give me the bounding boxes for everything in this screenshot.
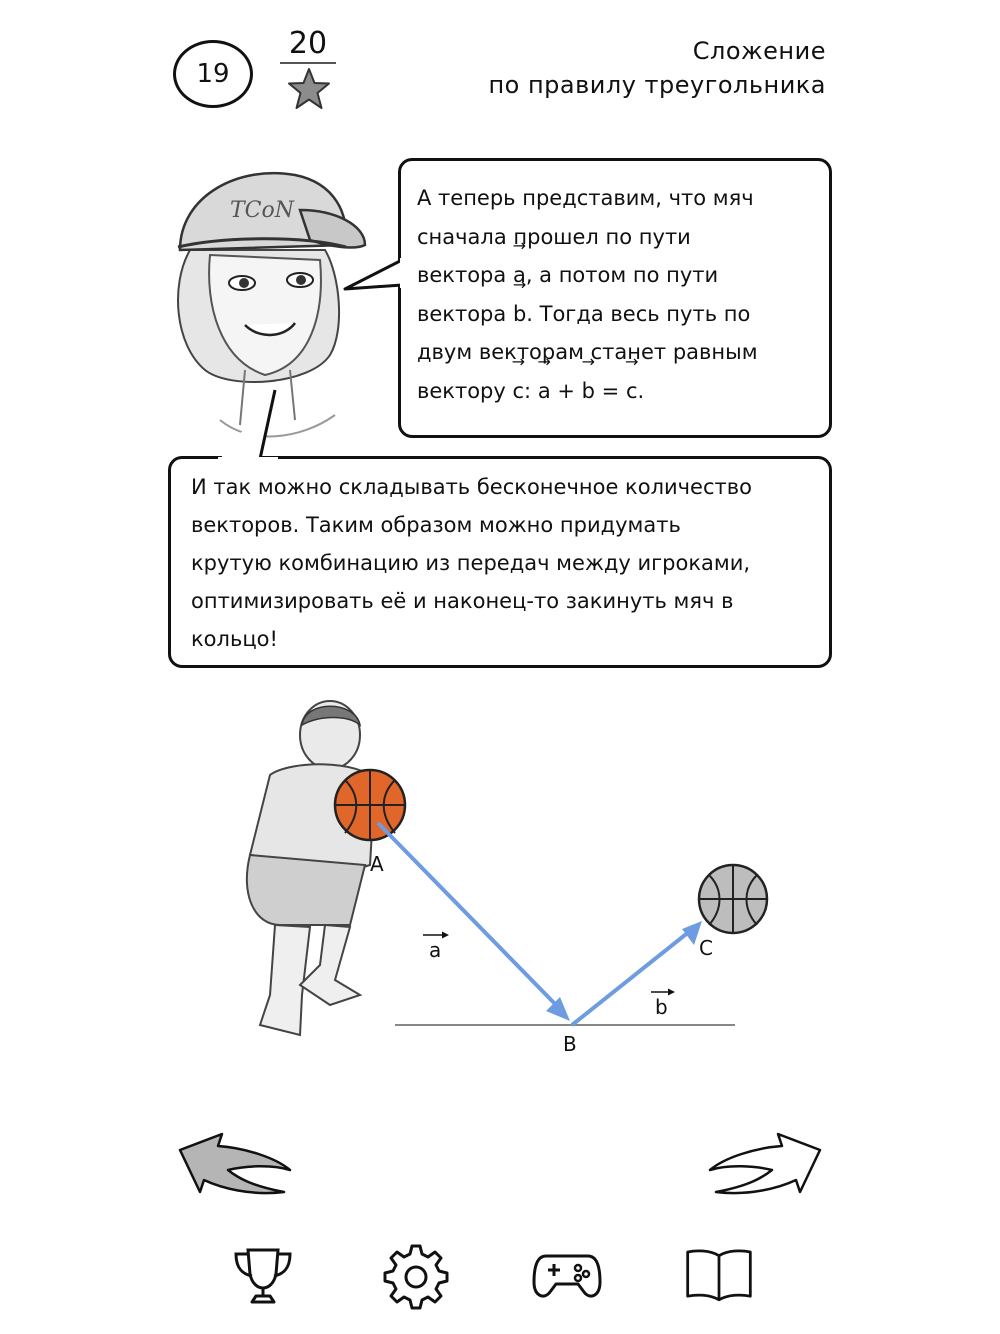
arrow-left-icon[interactable] xyxy=(176,1130,294,1196)
text: вектора xyxy=(417,263,513,287)
lesson-title xyxy=(488,34,826,102)
text: . xyxy=(637,378,645,403)
vector-a-arrow xyxy=(378,823,560,1009)
svg-text:TCoN: TCoN xyxy=(230,198,295,223)
text: . Тогда весь путь по xyxy=(526,301,751,326)
page-number-badge xyxy=(173,40,253,108)
bubble1-line6 xyxy=(417,372,813,411)
text: = xyxy=(594,378,626,403)
bubble1-line4 xyxy=(417,295,813,334)
star-icon xyxy=(286,66,332,112)
vector-b-symbol: → b xyxy=(513,295,526,334)
gamepad-icon[interactable] xyxy=(532,1240,602,1310)
points-divider xyxy=(280,62,336,64)
bubble1-line3 xyxy=(417,256,813,295)
book-icon[interactable] xyxy=(684,1240,754,1310)
point-a-label: A xyxy=(370,852,384,876)
vector-b-label: b xyxy=(655,995,668,1019)
lesson-title-line1: Сложение xyxy=(692,37,826,65)
vector-b-symbol: → b xyxy=(582,372,595,411)
arrow-right-icon[interactable] xyxy=(706,1130,824,1196)
speech-bubble-top xyxy=(398,158,832,438)
lesson-title-line2: по правилу треугольника xyxy=(488,71,826,99)
bubble1-line2: сначала прошел по пути xyxy=(417,224,691,249)
vector-b-arrow xyxy=(572,931,690,1025)
speech-bubble-bottom-tail xyxy=(215,385,285,461)
speech-bubble-top-tail xyxy=(340,255,404,295)
bubble2-line3: крутую комбинацию из передач между игроками, xyxy=(191,551,751,575)
page-number: 19 xyxy=(196,59,230,89)
trophy-icon[interactable] xyxy=(228,1240,298,1310)
vector-a-symbol: → a xyxy=(513,256,526,295)
vector-c-symbol: → c xyxy=(626,372,638,411)
boy-player-illustration xyxy=(247,701,375,1035)
bubble1-line1: А теперь представим, что мяч xyxy=(417,186,754,210)
text: : xyxy=(524,378,538,403)
bubble2-line1: И так можно складывать бесконечное количество xyxy=(191,475,752,499)
point-c-label: C xyxy=(699,936,713,960)
bubble2-line4: оптимизировать её и наконец-то закинуть мяч в xyxy=(191,589,734,613)
gear-icon[interactable] xyxy=(381,1240,451,1310)
speech-bubble-bottom xyxy=(168,456,832,668)
vector-a-symbol: → a xyxy=(538,372,551,411)
bubble2-line2: векторов. Таким образом можно придумать xyxy=(191,513,681,537)
basketball-gray-icon xyxy=(699,865,767,933)
points-counter: 20 xyxy=(288,26,328,61)
text: , а потом по пути xyxy=(525,263,719,287)
bubble1-line5: двум векторам станет равным xyxy=(417,340,758,364)
basketball-orange-icon xyxy=(335,770,405,840)
text: + xyxy=(550,378,582,403)
vector-a-label: a xyxy=(429,938,442,962)
point-b-label: B xyxy=(563,1032,577,1056)
bubble2-line5: кольцо! xyxy=(191,627,278,651)
vector-addition-diagram xyxy=(230,695,790,1065)
text: вектора xyxy=(417,301,513,326)
text: вектору xyxy=(417,378,513,403)
vector-c-symbol: → c xyxy=(513,372,525,411)
